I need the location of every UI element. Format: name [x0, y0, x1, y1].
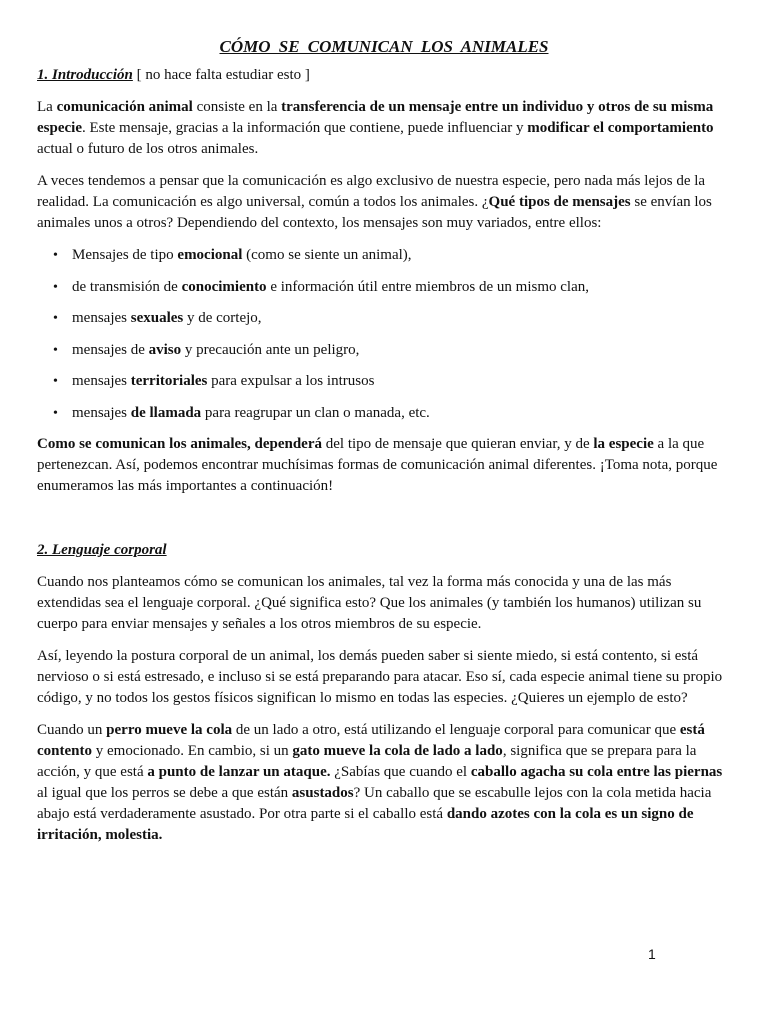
text-run: a la que pertenezcan. Así, podemos encontrar muchísimas formas de comunicación animal diferentes. ¡Toma nota, porque enumeramos las más importantes a continuación! [37, 436, 718, 494]
document-page [37, 36, 731, 857]
text-run: para reagrupar un clan o manada, etc. [201, 404, 430, 421]
text-run: ? Un caballo que se escabulle lejos con la cola metida hacia abajo está verdaderamente asustado. Por otra parte si el caballo está [37, 785, 712, 822]
bold-text: emocional [177, 247, 243, 263]
text-run: , significa que se prepara para la acción, y que está [37, 743, 697, 780]
section-heading-lenguaje-corporal [37, 540, 731, 561]
bold-text: asustados [291, 785, 354, 801]
list-item [37, 403, 731, 424]
text-run: mensajes [72, 310, 131, 326]
bold-text: modificar el comportamiento [527, 120, 714, 136]
bold-text: gato mueve la cola de lado a lado [292, 743, 503, 759]
bold-text: la especie [593, 436, 654, 452]
list-item [37, 277, 731, 298]
text-run: y precaución ante un peligro, [181, 341, 360, 358]
text-run: ¿Sabías que cuando el [330, 764, 471, 780]
bold-text: a punto de lanzar un ataque. [147, 764, 331, 780]
bold-text: aviso [148, 341, 182, 358]
text-run: consiste en la [192, 99, 282, 115]
bold-text: Como se comunican los animales, dependerá [37, 436, 322, 452]
text-run: Mensajes de tipo [72, 247, 178, 263]
section-heading-introduccion [37, 65, 731, 86]
bold-text: dando azotes con la cola es un signo de irritación, molestia. [37, 806, 694, 843]
list-item [37, 308, 731, 329]
paragraph [37, 572, 731, 635]
section-note: [ no hace falta estudiar esto ] [132, 67, 310, 83]
bold-text: transferencia de un mensaje entre un individuo y otros de su misma especie [37, 99, 714, 136]
text-run: para expulsar a los intrusos [207, 373, 375, 389]
text-run: La [37, 99, 57, 115]
text-run: mensajes [72, 404, 131, 421]
text-run: y de cortejo, [183, 310, 262, 326]
paragraph [37, 97, 731, 160]
bold-text: caballo agacha su cola entre las piernas [470, 764, 723, 780]
list-item [37, 245, 731, 266]
text-run: A veces tendemos a pensar que la comunicación es algo exclusivo de nuestra especie, pero nada más lejos de la realidad. La comunicación es algo universal, común a todos los animales. ¿ [37, 173, 706, 210]
paragraph [37, 646, 731, 709]
text-run: al igual que los perros se debe a que están [37, 785, 292, 801]
paragraph [37, 720, 731, 846]
text-run: se envían los animales unos a otros? Dependiendo del contexto, los mensajes son muy variados, entre ellos: [37, 194, 712, 231]
text-run: mensajes [72, 373, 131, 389]
text-run: de un lado a otro, está utilizando el lenguaje corporal para comunicar que [232, 722, 680, 738]
text-run: actual o futuro de los otros animales. [37, 141, 259, 157]
paragraph [37, 171, 731, 234]
bold-text: está contento [37, 722, 705, 759]
bold-text: comunicación animal [56, 99, 193, 115]
text-run: (como se siente un animal), [242, 247, 412, 263]
text-run: . Este mensaje, gracias a la información que contiene, puede influenciar y [81, 120, 528, 136]
section-spacer [37, 508, 731, 540]
section-title: 2. Lenguaje corporal [37, 542, 167, 558]
message-types-list [37, 245, 731, 424]
list-item [37, 371, 731, 392]
bold-text: Qué tipos de mensajes [488, 194, 631, 210]
bold-text: perro mueve la cola [106, 722, 233, 738]
section-title: 1. Introducción [37, 67, 133, 83]
bold-text: conocimiento [181, 278, 267, 295]
text-run: del tipo de mensaje que quieran enviar, y de [322, 436, 594, 452]
text-run: e información útil entre miembros de un mismo clan, [266, 278, 589, 295]
text-run: y emocionado. En cambio, si un [92, 743, 293, 759]
page-number: 1 [648, 946, 656, 962]
text-run: Cuando nos planteamos cómo se comunican los animales, tal vez la forma más conocida y una de las más extendidas sea el lenguaje corporal. ¿Qué significa esto? Que los animales (y también los humanos) utilizan su cuerpo para enviar mensajes y señales a los otros miembros de su especie. [37, 574, 702, 632]
document-title: CÓMO SE COMUNICAN LOS ANIMALES [219, 37, 549, 56]
list-item [37, 340, 731, 361]
text-run: mensajes de [72, 341, 149, 358]
text-run: Así, leyendo la postura corporal de un animal, los demás pueden saber si siente miedo, si está contento, si está nervioso o si está estresado, e incluso si se está preparando para atacar. Eso sí, cada especie animal tiene su propio código, y no todos los gestos físicos significan lo mismo en todas las especies. ¿Quieres un ejemplo de esto? [37, 648, 723, 706]
text-run: de transmisión de [72, 278, 182, 295]
bold-text: territoriales [130, 373, 208, 389]
bold-text: sexuales [130, 310, 184, 326]
bold-text: de llamada [130, 404, 202, 421]
paragraph [37, 434, 731, 497]
text-run: Cuando un [37, 722, 107, 738]
